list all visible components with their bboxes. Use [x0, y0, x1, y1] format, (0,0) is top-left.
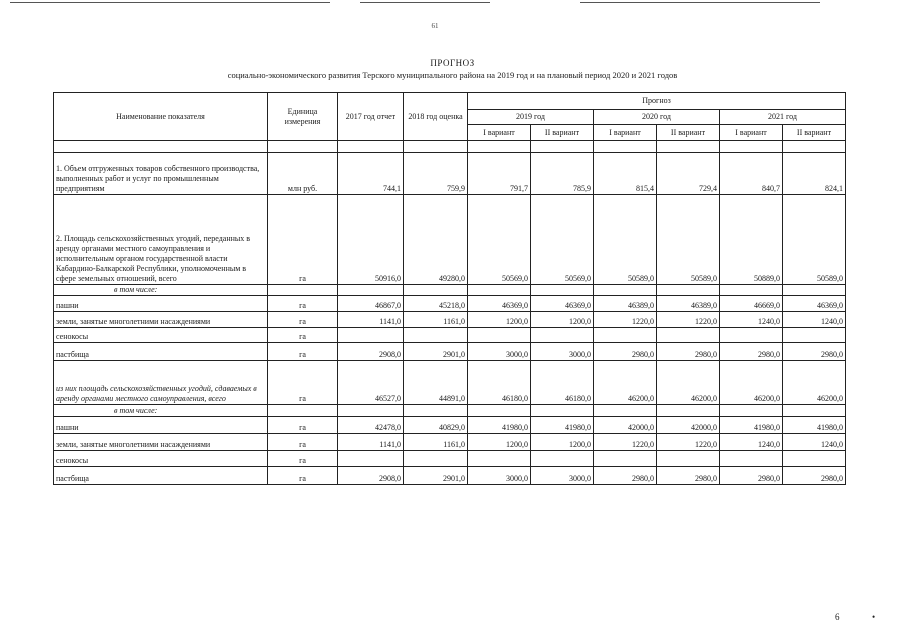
value-cell: 2980,0 [657, 343, 720, 361]
row-name: пастбища [54, 343, 268, 361]
value-cell: 40829,0 [404, 417, 468, 434]
value-cell: 744,1 [338, 153, 404, 195]
value-cell: 1220,0 [594, 434, 657, 451]
row-unit: га [268, 361, 338, 405]
value-cell: 46180,0 [468, 361, 531, 405]
header-forecast: Прогноз [468, 93, 846, 110]
value-cell: 50889,0 [720, 195, 783, 285]
table-row [54, 153, 846, 195]
row-unit: га [268, 312, 338, 328]
header-variant-2: II вариант [531, 125, 594, 141]
value-cell: 42000,0 [657, 417, 720, 434]
row-name: 2. Площадь сельскохозяйственных угодий, переданных в аренду органами местного самоуправления и исполнительным органом государственной власти Кабардино-Балкарской Республики, уполномоченным в сфере земельных отношений, всего [54, 195, 268, 285]
value-cell: 46369,0 [783, 296, 846, 312]
value-cell: 46669,0 [720, 296, 783, 312]
value-cell: 759,9 [404, 153, 468, 195]
row-name: земли, занятые многолетними насаждениями [54, 434, 268, 451]
row-name: пашни [54, 417, 268, 434]
subheading-label: в том числе: [54, 405, 268, 417]
row-name: сенокосы [54, 328, 268, 343]
table-row [54, 312, 846, 328]
value-cell: 45218,0 [404, 296, 468, 312]
table-row [54, 343, 846, 361]
header-2017: 2017 год отчет [338, 93, 404, 141]
value-cell: 1200,0 [468, 312, 531, 328]
forecast-table [53, 92, 846, 485]
table-row [54, 296, 846, 312]
document-title: ПРОГНОЗ [430, 58, 475, 68]
value-cell: 3000,0 [468, 467, 531, 485]
value-cell: 3000,0 [531, 343, 594, 361]
value-cell: 1240,0 [720, 434, 783, 451]
scan-edge-line [10, 2, 330, 3]
row-name: сенокосы [54, 451, 268, 467]
value-cell: 46200,0 [657, 361, 720, 405]
value-cell: 2980,0 [783, 467, 846, 485]
table-row [54, 195, 846, 285]
page-number: 61 [431, 22, 439, 30]
row-name: пастбища [54, 467, 268, 485]
value-cell: 50569,0 [468, 195, 531, 285]
value-cell: 2980,0 [657, 467, 720, 485]
value-cell: 1161,0 [404, 312, 468, 328]
header-row [54, 93, 846, 110]
value-cell: 1240,0 [783, 312, 846, 328]
value-cell: 791,7 [468, 153, 531, 195]
spacer-row [54, 141, 846, 153]
header-name: Наименование показателя [54, 93, 268, 141]
header-variant-2: II вариант [783, 125, 846, 141]
table-row [54, 417, 846, 434]
scan-edge-line [360, 2, 490, 3]
row-unit: га [268, 195, 338, 285]
value-cell: 46389,0 [657, 296, 720, 312]
row-unit: га [268, 434, 338, 451]
value-cell: 46200,0 [594, 361, 657, 405]
value-cell: 729,4 [657, 153, 720, 195]
row-unit: га [268, 296, 338, 312]
value-cell: 1220,0 [657, 434, 720, 451]
value-cell: 2980,0 [783, 343, 846, 361]
value-cell: 2980,0 [720, 343, 783, 361]
table-row [54, 467, 846, 485]
value-cell: 3000,0 [531, 467, 594, 485]
value-cell: 42000,0 [594, 417, 657, 434]
value-cell: 1141,0 [338, 312, 404, 328]
value-cell: 41980,0 [531, 417, 594, 434]
document-subtitle: социально-экономического развития Терского муниципального района на 2019 год и на плановый период 2020 и 2021 годов [227, 70, 678, 80]
value-cell: 50916,0 [338, 195, 404, 285]
value-cell: 50589,0 [783, 195, 846, 285]
value-cell: 41980,0 [720, 417, 783, 434]
header-variant-1: I вариант [720, 125, 783, 141]
value-cell: 1161,0 [404, 434, 468, 451]
table-row [54, 328, 846, 343]
value-cell: 1200,0 [531, 312, 594, 328]
value-cell: 46369,0 [468, 296, 531, 312]
value-cell: 42478,0 [338, 417, 404, 434]
value-cell: 49280,0 [404, 195, 468, 285]
header-variant-2: II вариант [657, 125, 720, 141]
value-cell: 46200,0 [783, 361, 846, 405]
subheading-row [54, 285, 846, 296]
row-unit: га [268, 451, 338, 467]
table-row [54, 361, 846, 405]
value-cell: 50569,0 [531, 195, 594, 285]
value-cell: 2901,0 [404, 343, 468, 361]
header-2021: 2021 год [720, 110, 846, 125]
value-cell: 41980,0 [468, 417, 531, 434]
value-cell: 2980,0 [594, 343, 657, 361]
value-cell: 41980,0 [783, 417, 846, 434]
table-row [54, 434, 846, 451]
value-cell: 824,1 [783, 153, 846, 195]
value-cell: 2980,0 [594, 467, 657, 485]
value-cell: 815,4 [594, 153, 657, 195]
value-cell: 2901,0 [404, 467, 468, 485]
header-unit: Единица измерения [268, 93, 338, 141]
row-name: пашни [54, 296, 268, 312]
value-cell: 1220,0 [657, 312, 720, 328]
value-cell: 46389,0 [594, 296, 657, 312]
corner-mark: • [872, 612, 876, 622]
row-unit: млн руб. [268, 153, 338, 195]
row-name: земли, занятые многолетними насаждениями [54, 312, 268, 328]
corner-mark: 6 [835, 612, 840, 622]
header-variant-1: I вариант [594, 125, 657, 141]
value-cell: 46527,0 [338, 361, 404, 405]
value-cell: 1141,0 [338, 434, 404, 451]
row-name: 1. Объем отгруженных товаров собственного производства, выполненных работ и услуг по промышленным предприятиям [54, 153, 268, 195]
subheading-row [54, 405, 846, 417]
row-unit: га [268, 343, 338, 361]
value-cell: 46200,0 [720, 361, 783, 405]
value-cell: 1220,0 [594, 312, 657, 328]
value-cell: 46369,0 [531, 296, 594, 312]
scan-edge-line [580, 2, 820, 3]
value-cell: 2980,0 [720, 467, 783, 485]
value-cell: 46867,0 [338, 296, 404, 312]
value-cell: 46180,0 [531, 361, 594, 405]
row-unit: га [268, 328, 338, 343]
value-cell: 1200,0 [468, 434, 531, 451]
value-cell: 1200,0 [531, 434, 594, 451]
row-name: из них площадь сельскохозяйственных угодий, сдаваемых в аренду органами местного самоуправления, всего [54, 361, 268, 405]
value-cell: 2908,0 [338, 343, 404, 361]
value-cell: 1240,0 [783, 434, 846, 451]
row-unit: га [268, 467, 338, 485]
value-cell: 50589,0 [594, 195, 657, 285]
value-cell: 785,9 [531, 153, 594, 195]
value-cell: 3000,0 [468, 343, 531, 361]
header-variant-1: I вариант [468, 125, 531, 141]
subheading-label: в том числе: [54, 285, 268, 296]
header-2020: 2020 год [594, 110, 720, 125]
header-2018: 2018 год оценка [404, 93, 468, 141]
value-cell: 840,7 [720, 153, 783, 195]
header-2019: 2019 год [468, 110, 594, 125]
value-cell: 1240,0 [720, 312, 783, 328]
row-unit: га [268, 417, 338, 434]
value-cell: 44891,0 [404, 361, 468, 405]
table-row [54, 451, 846, 467]
value-cell: 50589,0 [657, 195, 720, 285]
value-cell: 2908,0 [338, 467, 404, 485]
